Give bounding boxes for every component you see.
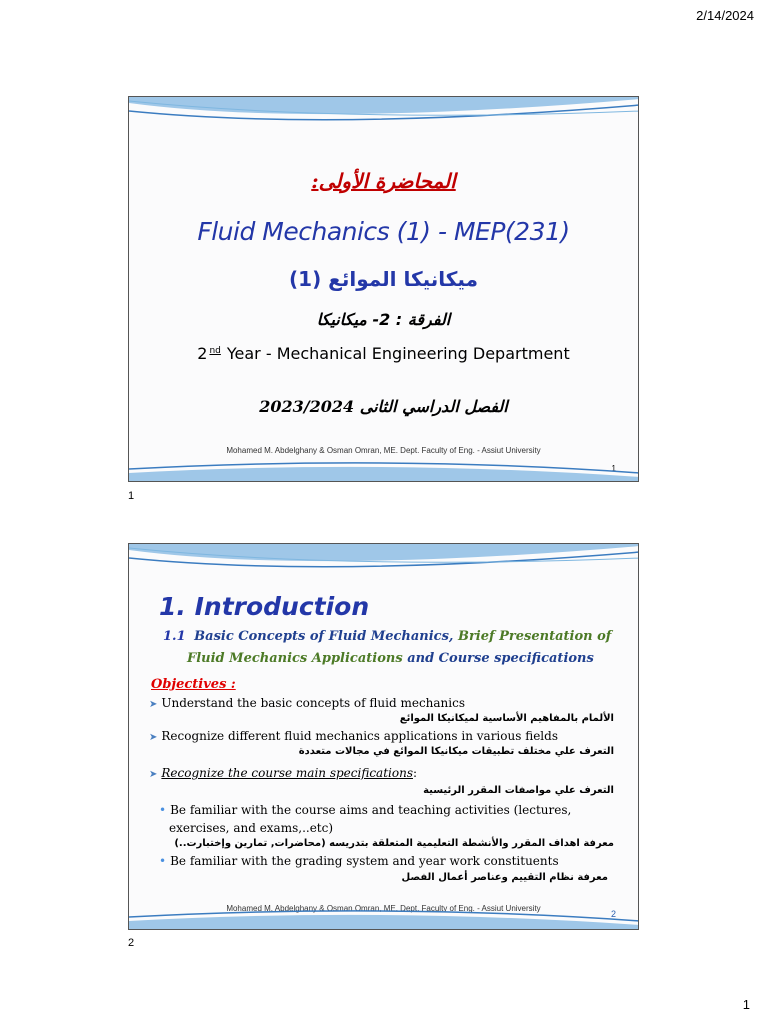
sub-objective-arabic: معرفة نظام التقييم وعناصر أعمال الفصل: [401, 872, 608, 883]
course-title: Fluid Mechanics (1) - MEP(231): [197, 217, 570, 246]
subheading-part-2: Brief Presentation of: [457, 629, 612, 644]
subheading-part-3: Fluid Mechanics Applications: [187, 651, 403, 666]
class-arabic: الفرقة : 2- ميكانيكا: [316, 310, 451, 329]
objective-item: [149, 729, 558, 743]
slide-2: [128, 543, 639, 930]
year-number: 2: [197, 344, 208, 363]
lecture-title-arabic: المحاضرة الأولى:: [311, 169, 456, 193]
dot-bullet-icon: •: [159, 803, 167, 817]
objective-colon: :: [412, 766, 418, 780]
sub-objective-text: Be familiar with the grading system and year work constituents: [170, 854, 559, 868]
objective-item: [149, 696, 465, 710]
bottom-swoosh-decoration: [129, 447, 639, 481]
year-ordinal: nd: [209, 346, 221, 356]
sub-objective-item: [159, 854, 559, 868]
subsection-number: 1.1: [163, 629, 186, 644]
objective-item: [149, 766, 417, 780]
slide-footer: Mohamed M. Abdelghany & Osman Omran, ME. Dept. Faculty of Eng. - Assiut University: [226, 446, 541, 455]
objective-arabic: التعرف علي مواصفات المقرر الرئيسية: [423, 785, 614, 796]
subheading-part-4: and Course specifications: [407, 651, 594, 666]
bottom-swoosh-decoration: [129, 895, 639, 929]
subheading-part-1: Basic Concepts of Fluid Mechanics,: [194, 629, 454, 644]
course-title-arabic: ميكانيكا الموائع (1): [289, 267, 478, 291]
year-department: [129, 344, 638, 363]
slide-1: [128, 96, 639, 482]
arrow-bullet-icon: ➤: [149, 732, 158, 743]
slide-number: 1: [611, 464, 616, 473]
sub-objective-item: [159, 803, 571, 817]
objective-arabic: التعرف علي مختلف تطبيقات ميكانيكا الموائع في مجالات متعددة: [298, 746, 614, 757]
slide-number: 2: [610, 909, 616, 919]
top-swoosh-decoration: [129, 544, 639, 584]
objective-arabic: الألمام بالمفاهيم الأساسية لميكانيكا الموائع: [399, 713, 614, 724]
objectives-label: Objectives :: [151, 677, 236, 692]
dot-bullet-icon: •: [159, 854, 167, 868]
objective-text: Recognize different fluid mechanics applications in various fields: [161, 729, 558, 743]
objective-text: Understand the basic concepts of fluid mechanics: [161, 696, 465, 710]
slide-index-label: 1: [128, 490, 135, 502]
arrow-bullet-icon: ➤: [149, 699, 158, 710]
sub-objective-continuation: exercises, and exams,..etc): [169, 821, 334, 835]
slide-heading: 1. Introduction: [159, 592, 370, 621]
sub-objective-arabic: معرفة اهداف المقرر والأنشطة التعليمية المتعلقة بتدريسه (محاضرات, تمارين وإختبارت..): [174, 838, 614, 849]
slide-index-label: 2: [128, 937, 135, 949]
sub-objective-text: Be familiar with the course aims and teaching activities (lectures,: [170, 803, 572, 817]
print-date: 2/14/2024: [696, 8, 754, 23]
objective-text: Recognize the course main specifications: [161, 766, 413, 780]
arrow-bullet-icon: ➤: [149, 769, 158, 780]
slide-subheading: [163, 626, 623, 670]
slide-footer: Mohamed M. Abdelghany & Osman Omran, ME. Dept. Faculty of Eng. - Assiut University: [226, 904, 541, 913]
top-swoosh-decoration: [129, 97, 639, 137]
page-number: 1: [742, 997, 750, 1012]
semester-arabic: الفصل الدراسي الثانى 2023/2024: [259, 397, 508, 416]
year-department-text: Year - Mechanical Engineering Department: [226, 344, 570, 363]
